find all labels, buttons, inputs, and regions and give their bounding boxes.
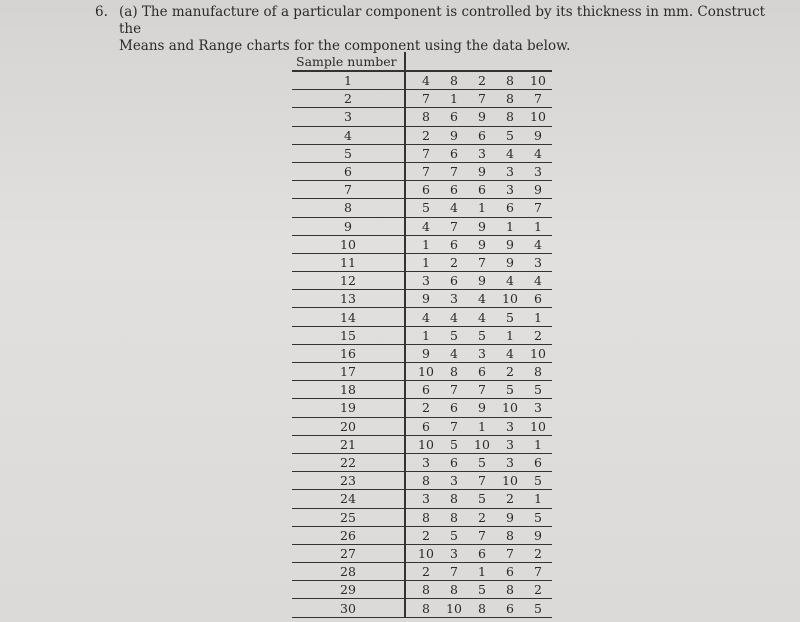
measurement-cell: 4	[440, 308, 468, 326]
table-row	[292, 144, 552, 162]
measurement-cell: 7	[468, 472, 496, 490]
table-row	[292, 290, 552, 308]
sample-number-cell: 23	[292, 472, 405, 490]
measurement-cell: 3	[440, 544, 468, 562]
measurement-cell: 5	[524, 599, 552, 617]
measurement-cell: 3	[524, 162, 552, 180]
sample-number-header: Sample number	[292, 52, 405, 71]
measurement-cell: 2	[496, 490, 524, 508]
measurement-cell: 2	[405, 526, 440, 544]
sample-number-cell: 7	[292, 181, 405, 199]
measurement-cell: 5	[524, 508, 552, 526]
measurement-cell: 7	[468, 90, 496, 108]
measurement-cell: 8	[496, 581, 524, 599]
measurement-cell: 8	[440, 71, 468, 90]
measurement-cell: 6	[524, 453, 552, 471]
measurement-cell: 4	[496, 144, 524, 162]
measurement-cell: 5	[440, 435, 468, 453]
measurement-cell: 4	[405, 308, 440, 326]
measurement-cell: 9	[468, 108, 496, 126]
measurement-cell: 5	[524, 472, 552, 490]
measurement-cell: 4	[524, 272, 552, 290]
measurement-cell: 8	[496, 526, 524, 544]
measurement-cell: 9	[468, 217, 496, 235]
measurement-cell: 10	[496, 290, 524, 308]
sample-number-cell: 4	[292, 126, 405, 144]
sample-number-cell: 30	[292, 599, 405, 617]
measurement-cell: 6	[496, 599, 524, 617]
sample-number-cell: 21	[292, 435, 405, 453]
measurement-cell: 8	[440, 363, 468, 381]
measurement-cell: 5	[468, 490, 496, 508]
measurement-cell: 6	[440, 235, 468, 253]
measurement-cell: 10	[440, 599, 468, 617]
table-header-row	[292, 52, 552, 71]
measurement-cell: 6	[524, 290, 552, 308]
table-row	[292, 435, 552, 453]
table-row	[292, 399, 552, 417]
sample-number-cell: 18	[292, 381, 405, 399]
measurement-cell: 4	[524, 144, 552, 162]
measurement-cell: 9	[524, 181, 552, 199]
question-number: 6.	[95, 4, 108, 20]
measurement-cell: 7	[468, 526, 496, 544]
measurement-cell: 7	[405, 162, 440, 180]
sample-number-cell: 12	[292, 272, 405, 290]
measurement-cell: 7	[440, 217, 468, 235]
sample-number-cell: 5	[292, 144, 405, 162]
table-row	[292, 90, 552, 108]
header-blank	[405, 52, 552, 71]
table-row	[292, 308, 552, 326]
table-row	[292, 162, 552, 180]
measurement-cell: 7	[524, 90, 552, 108]
table-row	[292, 126, 552, 144]
measurement-cell: 7	[440, 417, 468, 435]
measurement-cell: 10	[524, 417, 552, 435]
table-row	[292, 235, 552, 253]
measurement-cell: 8	[405, 599, 440, 617]
measurement-cell: 2	[405, 126, 440, 144]
measurement-cell: 4	[440, 344, 468, 362]
measurement-cell: 9	[496, 508, 524, 526]
sample-number-cell: 11	[292, 253, 405, 271]
measurement-cell: 8	[440, 508, 468, 526]
measurement-cell: 5	[524, 381, 552, 399]
table-row	[292, 544, 552, 562]
measurement-cell: 3	[440, 472, 468, 490]
measurement-cell: 1	[405, 235, 440, 253]
measurement-cell: 8	[440, 490, 468, 508]
measurement-cell: 2	[524, 581, 552, 599]
sample-number-cell: 26	[292, 526, 405, 544]
measurement-cell: 10	[524, 344, 552, 362]
measurement-cell: 6	[440, 453, 468, 471]
sample-number-cell: 13	[292, 290, 405, 308]
measurement-cell: 4	[405, 217, 440, 235]
sample-number-cell: 8	[292, 199, 405, 217]
measurement-cell: 6	[440, 181, 468, 199]
measurement-cell: 5	[496, 308, 524, 326]
question-text-line-1: (a) The manufacture of a particular component is controlled by its thickness in mm. Construct the	[119, 4, 766, 37]
table-row	[292, 217, 552, 235]
measurement-cell: 1	[524, 490, 552, 508]
measurement-cell: 10	[524, 71, 552, 90]
table-row	[292, 581, 552, 599]
table-row	[292, 199, 552, 217]
sample-number-cell: 22	[292, 453, 405, 471]
table-row	[292, 363, 552, 381]
measurement-cell: 10	[405, 544, 440, 562]
measurement-cell: 1	[524, 217, 552, 235]
measurement-cell: 5	[468, 453, 496, 471]
sample-number-cell: 15	[292, 326, 405, 344]
measurement-cell: 1	[405, 253, 440, 271]
measurement-cell: 8	[440, 581, 468, 599]
measurement-cell: 4	[524, 235, 552, 253]
sample-number-cell: 14	[292, 308, 405, 326]
measurement-cell: 3	[524, 399, 552, 417]
sample-number-cell: 9	[292, 217, 405, 235]
measurement-cell: 8	[405, 472, 440, 490]
sample-number-cell: 3	[292, 108, 405, 126]
table-row	[292, 563, 552, 581]
sample-number-cell: 28	[292, 563, 405, 581]
measurement-cell: 2	[405, 399, 440, 417]
measurement-cell: 8	[468, 599, 496, 617]
measurement-cell: 7	[440, 381, 468, 399]
table-row	[292, 453, 552, 471]
sample-number-cell: 10	[292, 235, 405, 253]
sample-number-cell: 17	[292, 363, 405, 381]
table-row	[292, 253, 552, 271]
measurement-cell: 3	[405, 490, 440, 508]
measurement-cell: 6	[468, 126, 496, 144]
measurement-cell: 3	[405, 272, 440, 290]
measurement-cell: 9	[405, 344, 440, 362]
sample-number-cell: 25	[292, 508, 405, 526]
measurement-cell: 6	[468, 181, 496, 199]
measurement-cell: 3	[524, 253, 552, 271]
measurement-cell: 2	[524, 544, 552, 562]
measurement-cell: 9	[468, 272, 496, 290]
sample-number-cell: 6	[292, 162, 405, 180]
measurement-cell: 5	[468, 326, 496, 344]
measurement-cell: 10	[405, 435, 440, 453]
measurement-cell: 1	[524, 308, 552, 326]
measurement-cell: 9	[524, 526, 552, 544]
measurement-cell: 10	[405, 363, 440, 381]
measurement-cell: 9	[405, 290, 440, 308]
table-row	[292, 272, 552, 290]
measurement-cell: 7	[405, 144, 440, 162]
measurement-cell: 6	[440, 399, 468, 417]
measurement-cell: 9	[440, 126, 468, 144]
measurement-cell: 6	[405, 181, 440, 199]
measurement-cell: 1	[468, 563, 496, 581]
measurement-cell: 2	[405, 563, 440, 581]
measurement-cell: 6	[405, 417, 440, 435]
measurement-cell: 4	[496, 344, 524, 362]
measurement-cell: 3	[496, 453, 524, 471]
measurement-cell: 9	[496, 253, 524, 271]
table-row	[292, 108, 552, 126]
measurement-cell: 9	[524, 126, 552, 144]
sample-number-cell: 19	[292, 399, 405, 417]
measurement-cell: 8	[496, 90, 524, 108]
measurement-cell: 5	[440, 326, 468, 344]
question-text-line-2: Means and Range charts for the component using the data below.	[119, 38, 571, 54]
measurement-cell: 5	[405, 199, 440, 217]
table-row	[292, 526, 552, 544]
measurement-cell: 10	[468, 435, 496, 453]
measurement-cell: 9	[468, 399, 496, 417]
measurement-cell: 6	[440, 272, 468, 290]
measurement-cell: 4	[468, 290, 496, 308]
measurement-cell: 3	[496, 181, 524, 199]
measurement-cell: 6	[440, 144, 468, 162]
measurement-cell: 8	[405, 581, 440, 599]
sample-data-table	[292, 52, 552, 618]
measurement-cell: 2	[524, 326, 552, 344]
table-row	[292, 381, 552, 399]
measurement-cell: 4	[468, 308, 496, 326]
measurement-cell: 1	[468, 417, 496, 435]
measurement-cell: 7	[524, 563, 552, 581]
measurement-cell: 9	[468, 162, 496, 180]
sample-number-cell: 20	[292, 417, 405, 435]
question-text	[119, 4, 785, 55]
measurement-cell: 2	[468, 71, 496, 90]
measurement-cell: 7	[440, 563, 468, 581]
measurement-cell: 8	[405, 108, 440, 126]
measurement-cell: 1	[496, 326, 524, 344]
measurement-cell: 6	[440, 108, 468, 126]
measurement-cell: 6	[496, 199, 524, 217]
measurement-cell: 1	[405, 326, 440, 344]
measurement-cell: 10	[496, 472, 524, 490]
sample-number-cell: 1	[292, 71, 405, 90]
measurement-cell: 2	[468, 508, 496, 526]
table-row	[292, 599, 552, 617]
question-block	[95, 4, 785, 55]
measurement-cell: 3	[496, 162, 524, 180]
measurement-cell: 5	[496, 381, 524, 399]
measurement-cell: 1	[496, 217, 524, 235]
measurement-cell: 5	[496, 126, 524, 144]
measurement-cell: 3	[405, 453, 440, 471]
measurement-cell: 7	[440, 162, 468, 180]
measurement-cell: 5	[440, 526, 468, 544]
measurement-cell: 5	[468, 581, 496, 599]
table-row	[292, 71, 552, 90]
sample-number-cell: 2	[292, 90, 405, 108]
table-row	[292, 508, 552, 526]
measurement-cell: 9	[468, 235, 496, 253]
measurement-cell: 8	[496, 108, 524, 126]
measurement-cell: 2	[440, 253, 468, 271]
measurement-cell: 2	[496, 363, 524, 381]
table-row	[292, 326, 552, 344]
measurement-cell: 3	[440, 290, 468, 308]
table-row	[292, 344, 552, 362]
measurement-cell: 10	[496, 399, 524, 417]
sample-number-cell: 24	[292, 490, 405, 508]
measurement-cell: 7	[468, 381, 496, 399]
measurement-cell: 10	[524, 108, 552, 126]
measurement-cell: 9	[496, 235, 524, 253]
measurement-cell: 1	[468, 199, 496, 217]
measurement-cell: 6	[468, 544, 496, 562]
sample-number-cell: 29	[292, 581, 405, 599]
measurement-cell: 8	[405, 508, 440, 526]
measurement-cell: 7	[524, 199, 552, 217]
measurement-cell: 3	[496, 435, 524, 453]
table-row	[292, 181, 552, 199]
measurement-cell: 1	[524, 435, 552, 453]
measurement-cell: 4	[440, 199, 468, 217]
table-row	[292, 417, 552, 435]
measurement-cell: 7	[468, 253, 496, 271]
measurement-cell: 3	[468, 144, 496, 162]
measurement-cell: 4	[405, 71, 440, 90]
measurement-cell: 8	[496, 71, 524, 90]
measurement-cell: 6	[496, 563, 524, 581]
measurement-cell: 6	[468, 363, 496, 381]
measurement-cell: 1	[440, 90, 468, 108]
measurement-cell: 7	[496, 544, 524, 562]
sample-number-cell: 16	[292, 344, 405, 362]
measurement-cell: 3	[496, 417, 524, 435]
measurement-cell: 8	[524, 363, 552, 381]
measurement-cell: 6	[405, 381, 440, 399]
measurement-cell: 3	[468, 344, 496, 362]
measurement-cell: 7	[405, 90, 440, 108]
table-row	[292, 490, 552, 508]
table-row	[292, 472, 552, 490]
measurement-cell: 4	[496, 272, 524, 290]
sample-number-cell: 27	[292, 544, 405, 562]
